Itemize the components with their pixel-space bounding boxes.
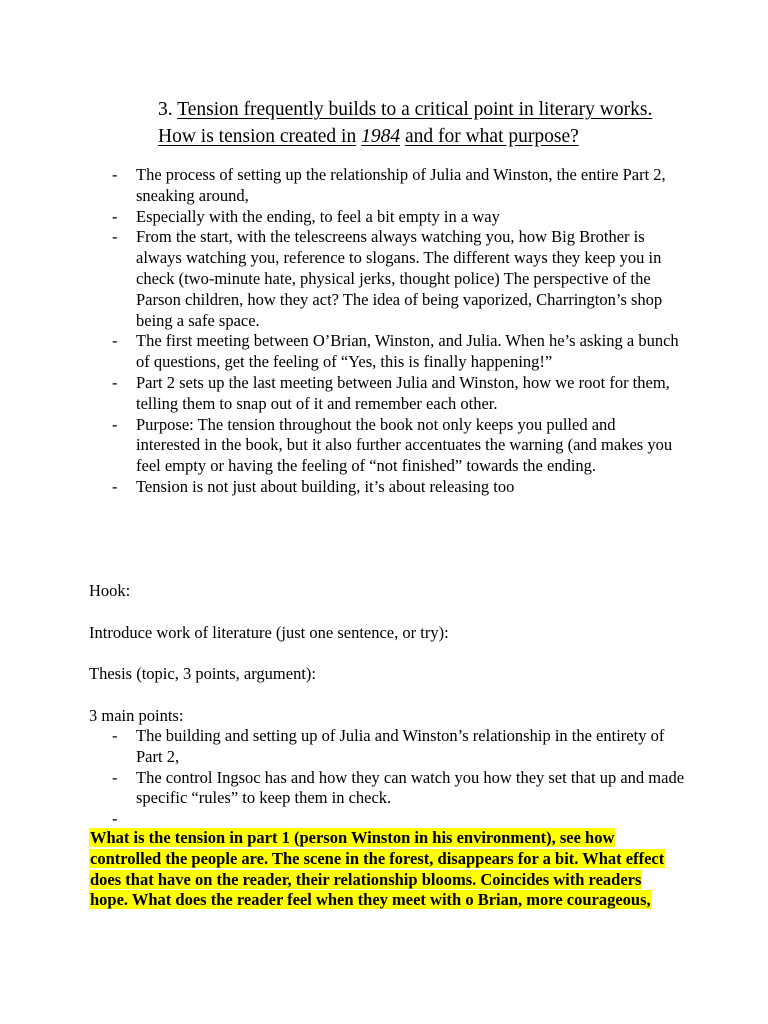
question-text-line1: Tension frequently builds to a critical point in literary works.: [177, 99, 653, 120]
dash-bullet: -: [112, 165, 118, 184]
question-heading: [158, 96, 718, 150]
note-item: [112, 373, 682, 415]
note-text: Especially with the ending, to feel a bit empty in a way: [136, 206, 500, 226]
note-text: From the start, with the telescreens always watching you, how Big Brother is always watching you, reference to slogans. The different ways they keep you in check (two-minute hate, physical jerks, thought police) The perspective of the Parson children, how they act? The idea of being vaporized, Charrington’s shop being a safe space.: [136, 227, 663, 330]
dash-bullet: -: [112, 767, 118, 787]
dash-bullet: -: [112, 809, 118, 829]
question-number: 3.: [158, 99, 173, 120]
note-text: The first meeting between O’Brian, Winston, and Julia. When he’s asking a bunch of questions, get the feeling of “Yes, this is finally happening!”: [136, 331, 679, 372]
main-point-item: [112, 809, 692, 830]
dash-bullet: -: [112, 476, 118, 496]
question-text-line2-end: and for what purpose?: [404, 126, 579, 147]
main-points-label: 3 main points:: [89, 706, 184, 725]
note-item: [112, 227, 682, 331]
dash-bullet: -: [112, 414, 118, 434]
main-point-text: The control Ingsoc has and how they can watch you how they set that up and made specific “rules” to keep them in check.: [136, 767, 685, 808]
notes-list: [112, 165, 682, 498]
note-text: Purpose: The tension throughout the book not only keeps you pulled and interested in the book, but it also further accentuates the warning (and makes you feel empty or having the feeling of “not finished” towards the ending.: [136, 414, 673, 476]
note-text: Tension is not just about building, it’s about releasing too: [136, 476, 515, 496]
dash-bullet: -: [112, 331, 118, 351]
hook-label: Hook:: [89, 581, 131, 600]
dash-bullet: -: [112, 206, 118, 226]
dash-bullet: -: [112, 227, 118, 247]
main-point-item: [112, 726, 692, 768]
book-title: 1984: [361, 126, 401, 147]
introduce-label: Introduce work of literature (just one sentence, or try):: [89, 623, 449, 642]
note-item: [112, 477, 682, 498]
note-text: The process of setting up the relationship of Julia and Winston, the entire Part 2, sneaking around,: [136, 165, 666, 205]
thesis-label: Thesis (topic, 3 points, argument):: [89, 664, 316, 683]
dash-bullet: -: [112, 372, 118, 392]
main-points-list: [112, 726, 692, 830]
main-point-text: [136, 809, 140, 828]
note-item: [112, 207, 682, 228]
question-text-line2: How is tension created in: [158, 126, 357, 147]
note-item: [112, 165, 682, 207]
main-point-item: [112, 768, 692, 810]
dash-bullet: -: [112, 726, 118, 745]
main-point-text: The building and setting up of Julia and Winston’s relationship in the entirety of Part 2,: [136, 726, 665, 766]
highlighted-note: [89, 828, 679, 911]
note-item: [112, 331, 682, 373]
note-text: Part 2 sets up the last meeting between Julia and Winston, how we root for them, telling them to snap out of it and remember each other.: [136, 372, 670, 413]
note-item: [112, 415, 682, 477]
highlighted-text: What is the tension in part 1 (person Winston in his environment), see how controlled the people are. The scene in the forest, disappears for a bit. What effect does that have on the reader, their relationship blooms. Coincides with readers hope. What does the reader feel when they meet with o Brian, more courageous,: [90, 828, 665, 910]
